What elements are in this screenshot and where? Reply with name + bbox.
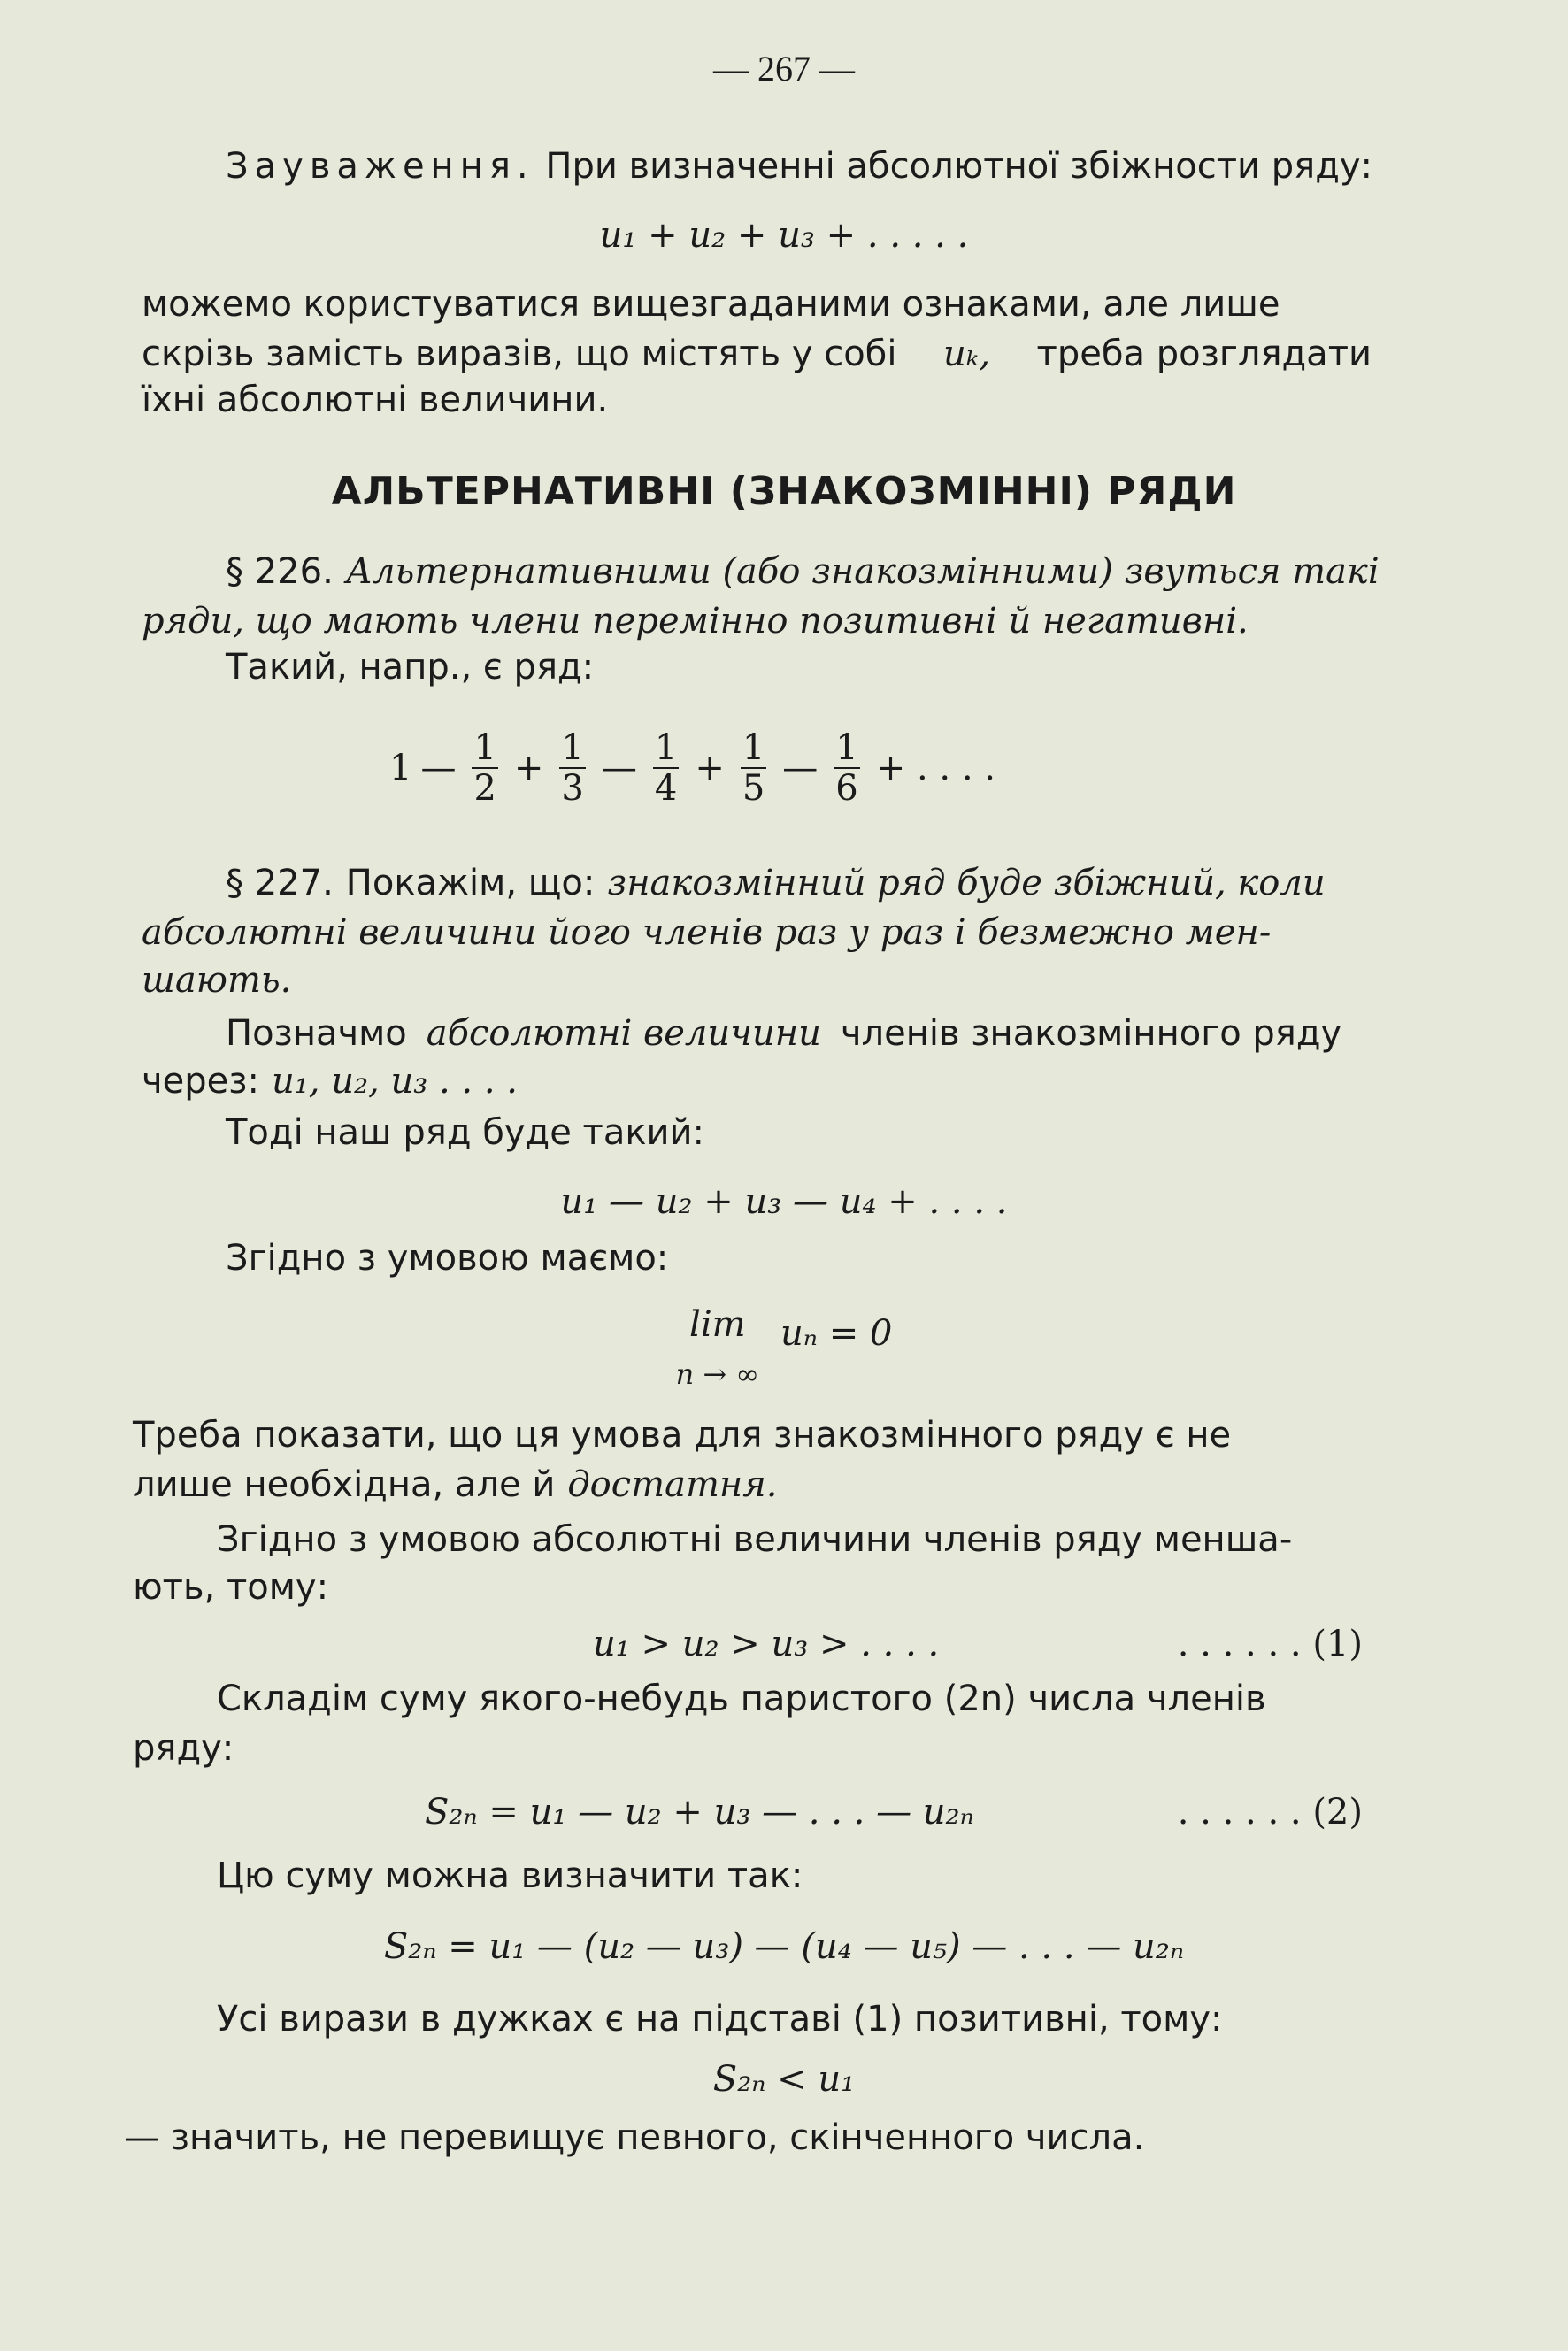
- series-sign: —: [782, 748, 819, 788]
- fraction-denominator: 4: [654, 768, 678, 809]
- series-fraction: [741, 728, 766, 808]
- s227-para-5-line-1: Згідно з умовою абсолютні величини членів ряду менша-: [217, 1519, 1293, 1560]
- s227-p1-italic: абсолютні величини: [426, 1013, 821, 1054]
- s227-para-1-line-2: [142, 1056, 518, 1106]
- limit-lim: lim: [689, 1304, 746, 1345]
- fraction-numerator: 1: [835, 727, 858, 768]
- s227-p4b: лише необхідна, але й: [133, 1464, 556, 1505]
- remark-formula: u₁ + u₂ + u₃ + . . . . .: [599, 215, 969, 256]
- s227-para-9: — значить, не перевищує певного, скінченного числа.: [124, 2117, 1145, 2158]
- s227-para-4-line-2: [133, 1460, 777, 1510]
- alternating-series-formula: [389, 715, 995, 821]
- fraction-numerator: 1: [654, 727, 678, 768]
- s227-para-5-line-2: ють, тому:: [133, 1567, 329, 1608]
- s226-line-1: [226, 547, 1380, 596]
- series-fraction: [653, 728, 679, 808]
- series-sign: —: [601, 748, 637, 788]
- series-tail: + . . . .: [875, 748, 995, 788]
- remark-cont-1: можемо користуватися вищезгаданими ознаками, але лише: [142, 284, 1280, 325]
- remark-cont-3: їхні абсолютні величини.: [142, 380, 609, 420]
- fraction-denominator: 5: [742, 768, 765, 809]
- s227-statement-2: абсолютні величини його членів раз у раз і безмежно мен-: [142, 912, 1272, 953]
- remark-text: При визначенні абсолютної збіжности ряду:: [545, 146, 1373, 187]
- formula-4: S₂ₙ < u₁: [712, 2059, 856, 2100]
- fraction-denominator: 3: [561, 768, 584, 809]
- s227-p1-vars: u₁, u₂, u₃ . . . .: [272, 1061, 518, 1102]
- formula-2-tag: . . . . . . (2): [1177, 1792, 1363, 1832]
- page-number: — 267 —: [713, 49, 855, 88]
- fraction-denominator: 2: [473, 768, 496, 809]
- s227-p1b: членів знакозмінного ряду: [840, 1013, 1342, 1054]
- remark-cont-2-var: uₖ,: [942, 334, 991, 374]
- fraction-numerator: 1: [742, 727, 765, 768]
- series-fraction: [834, 728, 859, 808]
- s227-statement-1: знакозмінний ряд буде збіжний, коли: [607, 863, 1326, 903]
- s227-p4-italic: достатня.: [567, 1464, 778, 1505]
- s227-para-1-line-1: [226, 1009, 1372, 1058]
- s226-number: § 226.: [226, 551, 334, 592]
- series-sign: +: [513, 748, 544, 788]
- limit-operator: [676, 1300, 759, 1399]
- remark-cont-2b: треба розглядати: [1036, 334, 1372, 374]
- formula-series: u₁ — u₂ + u₃ — u₄ + . . . .: [560, 1181, 1008, 1222]
- remark-cont-line-2: [142, 329, 1372, 379]
- series-sign: —: [420, 748, 457, 788]
- s227-number: § 227.: [226, 863, 334, 903]
- series-fraction: [472, 728, 497, 808]
- s226-example-intro: Такий, напр., є ряд:: [226, 647, 595, 688]
- s227-intro: Покажім, що:: [345, 863, 596, 903]
- s227-para-2: Тоді наш ряд буде такий:: [226, 1112, 704, 1153]
- s227-p1c: через:: [142, 1061, 259, 1102]
- formula-3: S₂ₙ = u₁ — (u₂ — u₃) — (u₄ — u₅) — . . . — u₂ₙ: [383, 1926, 1185, 1967]
- formula-1: u₁ > u₂ > u₃ > . . . .: [593, 1624, 940, 1664]
- remark-cont-line-1: [142, 280, 1372, 329]
- fraction-denominator: 6: [835, 768, 858, 809]
- s226-definition-2: ряди, що мають члени перемінно позитивні й негативні.: [142, 601, 1249, 642]
- limit-formula: [0, 1301, 1568, 1398]
- s227-statement-3: шають.: [142, 960, 292, 1001]
- s227-para-6-line-1: Складім суму якого-небудь паристого (2n) числа членів: [217, 1679, 1266, 1719]
- fraction-numerator: 1: [561, 727, 584, 768]
- s227-p1a: Позначмо: [226, 1013, 407, 1054]
- s227-line-1: [226, 858, 1372, 908]
- series-lead: 1: [389, 748, 412, 788]
- section-heading: АЛЬТЕРНАТИВНІ (ЗНАКОЗМІННІ) РЯДИ: [331, 469, 1237, 514]
- remark-first-line: [226, 142, 1372, 191]
- series-fraction: [559, 728, 585, 808]
- s226-definition-1: Альтернативними (або знакозмінними) звуться такі: [345, 551, 1380, 592]
- s227-para-3: Згідно з умовою маємо:: [226, 1238, 669, 1279]
- formula-1-tag: . . . . . . (1): [1177, 1624, 1363, 1664]
- formula-2: S₂ₙ = u₁ — u₂ + u₃ — . . . — u₂ₙ: [425, 1792, 974, 1832]
- s227-para-6-line-2: ряду:: [133, 1728, 234, 1769]
- limit-expression: uₙ = 0: [780, 1313, 893, 1354]
- limit-subscript: n → ∞: [675, 1357, 760, 1391]
- remark-label: Зауваження.: [226, 146, 534, 187]
- fraction-numerator: 1: [473, 727, 496, 768]
- s227-para-4-line-1: Треба показати, що ця умова для знакозмінного ряду є не: [133, 1415, 1232, 1456]
- s227-para-7: Цю суму можна визначити так:: [217, 1855, 803, 1896]
- s227-para-8: Усі вирази в дужках є на підставі (1) позитивні, тому:: [217, 1999, 1223, 2040]
- series-sign: +: [695, 748, 725, 788]
- remark-cont-2a: скрізь замість виразів, що містять у собі: [142, 334, 897, 374]
